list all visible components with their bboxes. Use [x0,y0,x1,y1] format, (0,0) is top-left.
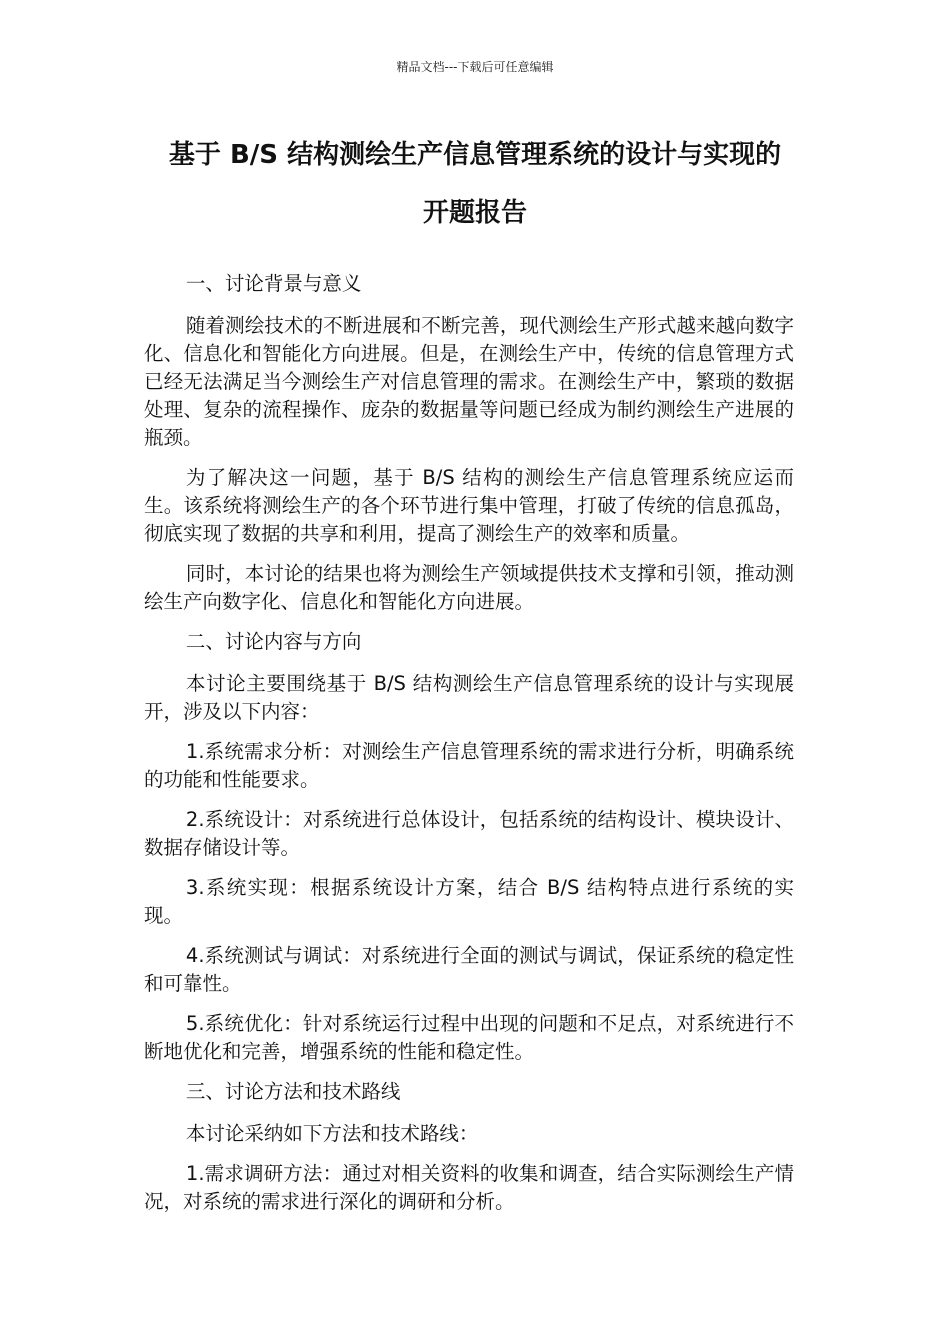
list-item: 3.系统实现：根据系统设计方案，结合 B/S 结构特点进行系统的实现。 [144,876,794,927]
document-body [144,270,794,1228]
section-heading-content: 二、讨论内容与方向 [185,630,362,653]
title-line-1: 基于 B/S 结构测绘生产信息管理系统的设计与实现的 [168,140,782,170]
header-note: 精品文档---下载后可任意编辑 [396,60,554,74]
document-title [140,126,810,242]
list-item: 4.系统测试与调试：对系统进行全面的测试与调试，保证系统的稳定性和可靠性。 [144,944,794,995]
paragraph: 本讨论采纳如下方法和技术路线： [185,1122,479,1145]
section-heading-background: 一、讨论背景与意义 [185,272,362,295]
paragraph: 同时，本讨论的结果也将为测绘生产领域提供技术支撑和引领，推动测绘生产向数字化、信息化和智能化方向进展。 [144,562,794,613]
list-item: 1.系统需求分析：对测绘生产信息管理系统的需求进行分析，明确系统的功能和性能要求。 [144,740,794,791]
list-item: 5.系统优化：针对系统运行过程中出现的问题和不足点，对系统进行不断地优化和完善，增强系统的性能和稳定性。 [144,1012,794,1063]
paragraph: 为了解决这一问题，基于 B/S 结构的测绘生产信息管理系统应运而生。该系统将测绘生产的各个环节进行集中管理，打破了传统的信息孤岛，彻底实现了数据的共享和利用，提高了测绘生产的效率和质量。 [144,466,794,545]
paragraph: 本讨论主要围绕基于 B/S 结构测绘生产信息管理系统的设计与实现展开，涉及以下内容： [144,672,794,723]
paragraph: 随着测绘技术的不断进展和不断完善，现代测绘生产形式越来越向数字化、信息化和智能化方向进展。但是，在测绘生产中，传统的信息管理方式已经无法满足当今测绘生产对信息管理的需求。在测绘生产中，繁琐的数据处理、复杂的流程操作、庞杂的数据量等问题已经成为制约测绘生产进展的瓶颈。 [144,314,794,449]
title-line-2: 开题报告 [422,198,527,228]
section-heading-methods: 三、讨论方法和技术路线 [185,1080,401,1103]
list-item: 1.需求调研方法：通过对相关资料的收集和调查，结合实际测绘生产情况，对系统的需求进行深化的调研和分析。 [144,1162,794,1213]
list-item: 2.系统设计：对系统进行总体设计，包括系统的结构设计、模块设计、数据存储设计等。 [144,808,794,859]
